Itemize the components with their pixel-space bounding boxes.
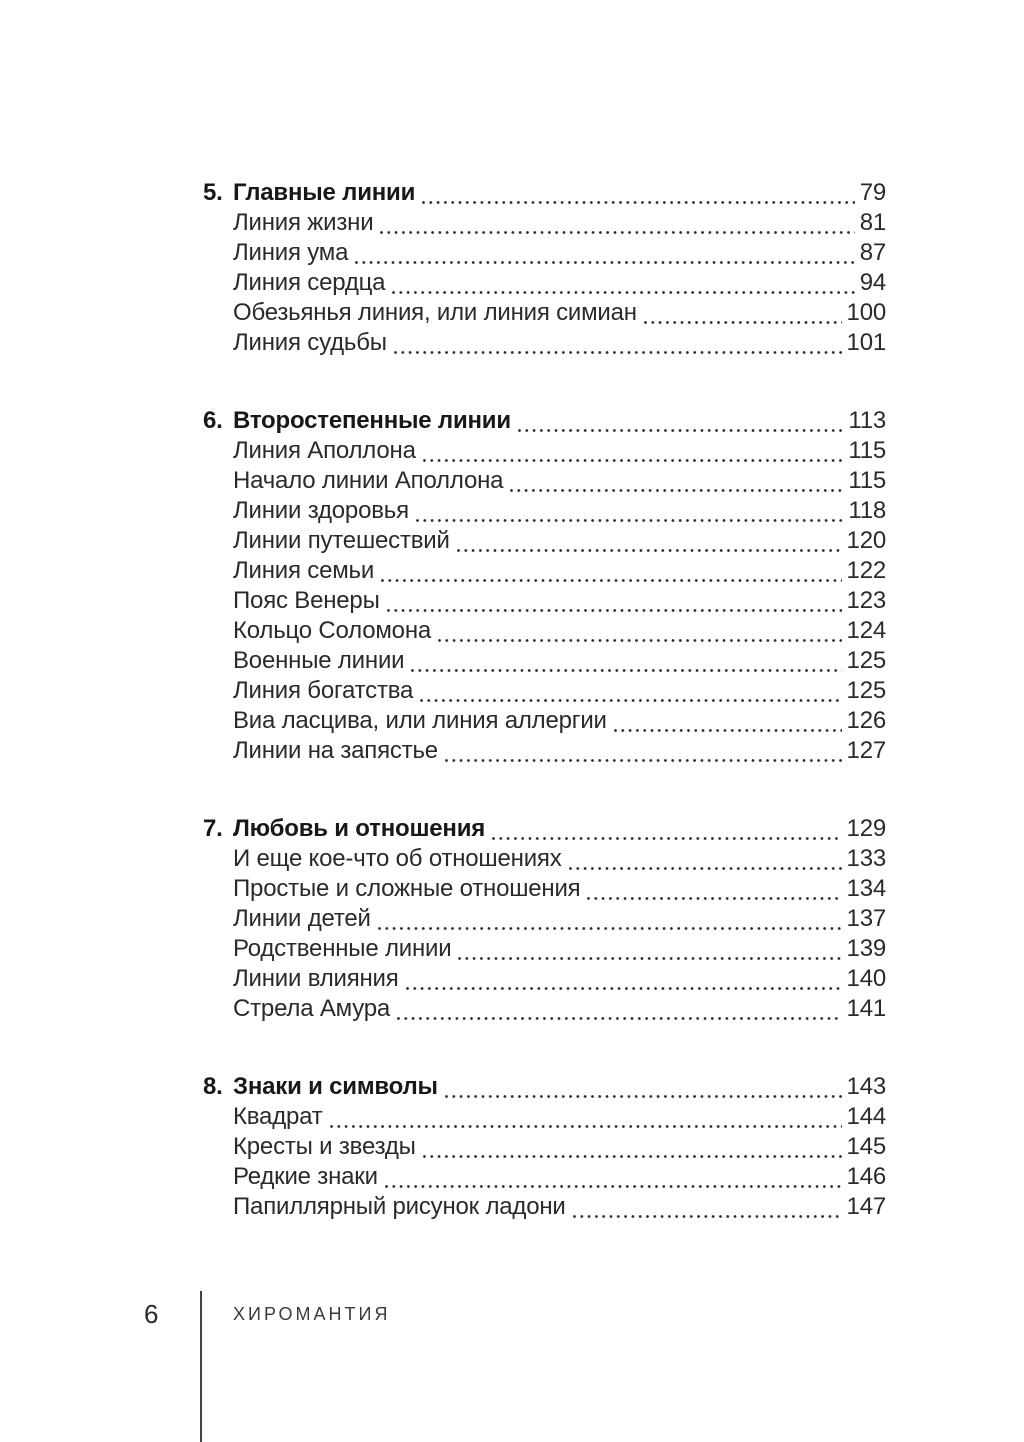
dot-leader [416, 519, 843, 522]
toc-entry [203, 646, 886, 676]
toc-entry [203, 994, 886, 1024]
toc-entry [203, 1192, 886, 1222]
toc-section [203, 814, 886, 1024]
dot-leader [438, 639, 842, 642]
dot-leader [518, 429, 843, 432]
toc-section [203, 178, 886, 358]
dot-leader [423, 459, 844, 462]
dot-leader [573, 1215, 842, 1218]
toc-section-page: 143 [846, 1073, 886, 1100]
toc-entry-title: Родственные линии [233, 935, 452, 962]
toc-section-number: 5. [203, 179, 223, 206]
toc-section-heading [203, 1072, 886, 1102]
toc-entry-page: 144 [846, 1103, 886, 1130]
toc-entry [203, 526, 886, 556]
dot-leader [510, 489, 843, 492]
dot-leader [644, 321, 842, 324]
toc-entry-title: Простые и сложные отношения [233, 875, 581, 902]
toc-entry-title: И еще кое-что об отношениях [233, 845, 562, 872]
toc-entry-title: Линия сердца [233, 269, 386, 296]
toc-entry-page: 120 [846, 527, 886, 554]
toc-entry-page: 147 [846, 1193, 886, 1220]
toc-entry-page: 81 [859, 209, 886, 236]
toc-entry-page: 101 [846, 329, 886, 356]
toc-entry-page: 133 [846, 845, 886, 872]
toc-entry [203, 496, 886, 526]
toc-entry [203, 328, 886, 358]
toc-entry-page: 139 [846, 935, 886, 962]
toc-entry [203, 268, 886, 298]
toc-entry-title: Кресты и звезды [233, 1133, 416, 1160]
toc-section-page: 129 [846, 815, 886, 842]
toc-entry [203, 904, 886, 934]
toc-entry-title: Пояс Венеры [233, 587, 380, 614]
toc-section-title: Знаки и символы [233, 1073, 438, 1100]
toc-entry-page: 87 [859, 239, 886, 266]
toc-entry-title: Начало линии Аполлона [233, 467, 504, 494]
toc-entry-title: Редкие знаки [233, 1163, 378, 1190]
toc-section-heading [203, 178, 886, 208]
toc-entry-page: 125 [846, 677, 886, 704]
dot-leader [381, 579, 842, 582]
toc-entry [203, 586, 886, 616]
toc-entry-title: Линия жизни [233, 209, 374, 236]
toc-section-heading [203, 406, 886, 436]
toc-entry-title: Линии здоровья [233, 497, 409, 524]
toc-section-page: 79 [859, 179, 886, 206]
toc-section-page: 113 [848, 407, 886, 434]
toc-entry-page: 94 [859, 269, 886, 296]
toc-entry-title: Линия судьбы [233, 329, 387, 356]
toc-entry-page: 115 [848, 467, 886, 494]
dot-leader [385, 1185, 842, 1188]
toc-entry [203, 1102, 886, 1132]
toc-entry-page: 141 [846, 995, 886, 1022]
toc-section-title: Второстепенные линии [233, 407, 511, 434]
toc-entry-title: Квадрат [233, 1103, 323, 1130]
toc-entry [203, 676, 886, 706]
toc-entry-page: 123 [846, 587, 886, 614]
dot-leader [458, 957, 841, 960]
toc-entry-page: 145 [846, 1133, 886, 1160]
toc-section-heading [203, 814, 886, 844]
dot-leader [397, 1017, 842, 1020]
running-title: ХИРОМАНТИЯ [233, 1304, 391, 1324]
toc-entry-page: 124 [846, 617, 886, 644]
toc-entry-title: Военные линии [233, 647, 405, 674]
dot-leader [406, 987, 842, 990]
toc-entry [203, 466, 886, 496]
dot-leader [423, 1155, 842, 1158]
toc-entry-title: Папиллярный рисунок ладони [233, 1193, 566, 1220]
dot-leader [445, 1095, 842, 1098]
toc-entry-page: 125 [846, 647, 886, 674]
toc-entry-title: Линия Аполлона [233, 437, 416, 464]
dot-leader [457, 549, 842, 552]
toc-entry-page: 115 [848, 437, 886, 464]
dot-leader [492, 837, 841, 840]
dot-leader [378, 927, 842, 930]
toc-entry-title: Обезьянья линия, или линия симиан [233, 299, 637, 326]
dot-leader [411, 669, 841, 672]
toc-entry-page: 146 [846, 1163, 886, 1190]
toc-entry-title: Кольцо Соломона [233, 617, 432, 644]
dot-leader [355, 261, 854, 264]
dot-leader [445, 759, 842, 762]
toc-entry-page: 118 [848, 497, 886, 524]
toc-entry [203, 1132, 886, 1162]
toc-entry [203, 1162, 886, 1192]
toc-entry-page: 122 [846, 557, 886, 584]
toc-section-title: Главные линии [233, 179, 416, 206]
toc-entry-page: 137 [846, 905, 886, 932]
toc-entry [203, 844, 886, 874]
toc-entry-page: 100 [846, 299, 886, 326]
table-of-contents [203, 178, 886, 1222]
toc-entry [203, 736, 886, 766]
dot-leader [387, 609, 842, 612]
toc-entry-title: Линии на запястье [233, 737, 438, 764]
toc-section-title: Любовь и отношения [233, 815, 486, 842]
dot-leader [587, 897, 841, 900]
toc-entry [203, 874, 886, 904]
toc-section [203, 1072, 886, 1222]
toc-entry-page: 126 [846, 707, 886, 734]
toc-entry-title: Виа ласцива, или линия аллергии [233, 707, 607, 734]
dot-leader [614, 729, 842, 732]
toc-entry-title: Линия богатства [233, 677, 414, 704]
toc-entry [203, 556, 886, 586]
toc-entry [203, 298, 886, 328]
toc-entry-page: 134 [846, 875, 886, 902]
toc-entry-page: 140 [846, 965, 886, 992]
dot-leader [420, 699, 841, 702]
dot-leader [422, 201, 855, 204]
dot-leader [380, 231, 854, 234]
dot-leader [330, 1125, 842, 1128]
toc-section-number: 7. [203, 815, 223, 842]
dot-leader [392, 291, 854, 294]
toc-entry-title: Линия ума [233, 239, 349, 266]
toc-entry-title: Линия семьи [233, 557, 375, 584]
toc-entry [203, 208, 886, 238]
toc-entry [203, 616, 886, 646]
page-number: 6 [144, 1299, 159, 1329]
toc-entry-title: Стрела Амура [233, 995, 391, 1022]
toc-section [203, 406, 886, 766]
toc-section-number: 8. [203, 1073, 223, 1100]
dot-leader [394, 351, 842, 354]
toc-entry [203, 706, 886, 736]
toc-entry [203, 964, 886, 994]
toc-entry-title: Линии влияния [233, 965, 399, 992]
toc-section-number: 6. [203, 407, 223, 434]
toc-entry [203, 238, 886, 268]
dot-leader [569, 867, 842, 870]
footer-vertical-rule [200, 1291, 202, 1442]
toc-entry-title: Линии детей [233, 905, 371, 932]
toc-entry [203, 934, 886, 964]
toc-entry-title: Линии путешествий [233, 527, 450, 554]
toc-entry [203, 436, 886, 466]
toc-entry-page: 127 [846, 737, 886, 764]
